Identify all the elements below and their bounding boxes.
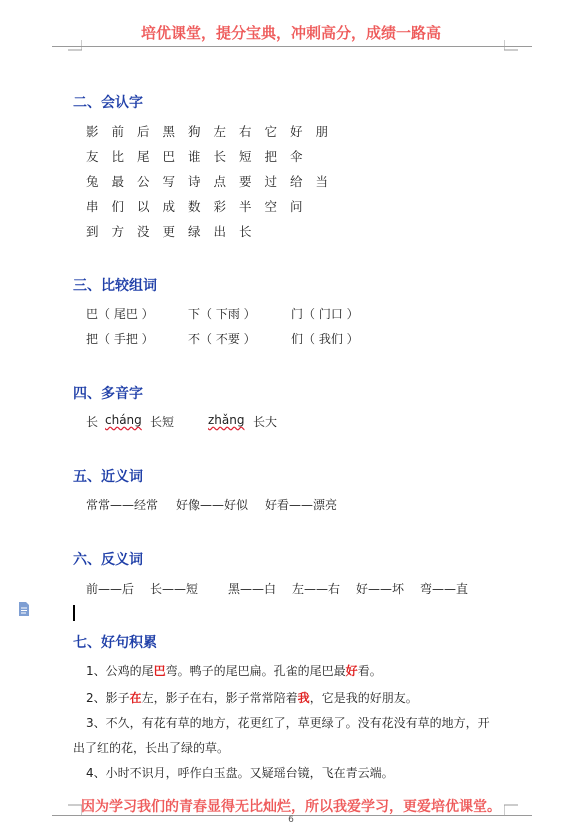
- antonym-pair: 弯——直: [420, 582, 469, 596]
- compare-item: 们（ 我们 ）: [291, 332, 359, 346]
- char-item: 诗: [188, 174, 201, 189]
- char-item: 朋: [315, 124, 329, 139]
- char-item: 后: [137, 124, 150, 139]
- char-item: 好: [290, 124, 303, 139]
- char-item: 问: [290, 199, 303, 214]
- sentence-3a: 3、不久，有花有草的地方，花更红了，草更绿了。没有花没有草的地方，开: [86, 716, 490, 730]
- char-item: 彩: [213, 199, 227, 214]
- antonym-pair: 好——坏: [356, 582, 405, 596]
- pinyin-1: cháng: [105, 413, 142, 427]
- sentence-2: 2、影子在左，影子在右，影子常常陪着我，它是我的好朋友。: [86, 691, 418, 705]
- sentence-1: 1、公鸡的尾巴弯。鸭子的尾巴扁。孔雀的尾巴最好看。: [86, 664, 382, 678]
- char-item: 们: [111, 199, 125, 214]
- polyphonic-word-2: 长大: [253, 415, 278, 429]
- char-item: 方: [111, 224, 125, 239]
- char-item: 前: [111, 124, 125, 139]
- compare-item: 巴（ 尾巴 ）: [86, 307, 154, 321]
- char-item: 出: [213, 224, 227, 239]
- char-item: 半: [239, 199, 252, 214]
- char-item: 数: [188, 199, 201, 214]
- char-item: 没: [137, 224, 150, 239]
- char-item: 短: [239, 149, 252, 164]
- section-title-compare: 三、比较组词: [73, 278, 157, 294]
- char-row: [86, 122, 341, 140]
- header-rule: [52, 46, 532, 47]
- antonym-pair: 长——短: [150, 582, 199, 596]
- char-item: 空: [264, 199, 278, 214]
- char-item: 谁: [188, 149, 201, 164]
- synonym-pair: 好看——漂亮: [265, 498, 338, 512]
- compare-item: 不（ 不要 ）: [188, 332, 256, 346]
- section-title-antonyms: 六、反义词: [73, 552, 143, 568]
- section-title-good-sentences: 七、好句积累: [73, 635, 157, 651]
- char-item: 最: [111, 174, 125, 189]
- char-item: 兔: [86, 174, 99, 189]
- char-item: 要: [239, 174, 252, 189]
- antonym-pair: 黑——白: [228, 582, 277, 596]
- section-title-polyphonic: 四、多音字: [73, 386, 143, 402]
- char-item: 公: [137, 174, 150, 189]
- char-item: 比: [111, 149, 125, 164]
- char-item: 给: [290, 174, 303, 189]
- char-item: 它: [264, 124, 278, 139]
- antonym-pair: 前——后: [86, 582, 135, 596]
- char-item: 过: [264, 174, 278, 189]
- char-item: 长: [213, 149, 227, 164]
- char-row: [86, 197, 316, 215]
- char-row: [86, 222, 265, 240]
- char-item: 友: [86, 149, 99, 164]
- polyphonic-word-1: 长短: [150, 415, 175, 429]
- char-item: 黑: [162, 124, 176, 139]
- char-item: 伞: [290, 149, 303, 164]
- char-item: 把: [264, 149, 278, 164]
- sentence-3b: 出了红的花，长出了绿的草。: [73, 741, 230, 755]
- page-header: 培优课堂，提分宝典，冲刺高分，成绩一路高: [140, 24, 441, 42]
- char-item: 右: [239, 124, 252, 139]
- synonym-pair: 好像——好似: [176, 498, 249, 512]
- document-icon[interactable]: [18, 602, 30, 616]
- corner-mark-top-left: [68, 40, 82, 54]
- section-title-synonyms: 五、近义词: [73, 469, 143, 485]
- antonym-pair: 左——右: [292, 582, 341, 596]
- char-row: [86, 147, 316, 165]
- char-item: 到: [86, 224, 99, 239]
- compare-item: 门（ 门口 ）: [291, 307, 359, 321]
- synonym-pair: 常常——经常: [86, 498, 159, 512]
- char-row: [86, 172, 341, 190]
- polyphonic-char: 长: [86, 415, 99, 429]
- corner-mark-top-right: [504, 40, 518, 54]
- sentence-4: 4、小时不识月，呼作白玉盘。又疑瑶台镜，飞在青云端。: [86, 766, 394, 780]
- page-number: 6: [288, 815, 294, 825]
- char-item: 更: [162, 224, 176, 239]
- char-item: 巴: [162, 149, 176, 164]
- pinyin-2: zhǎng: [208, 413, 245, 427]
- char-item: 串: [86, 199, 99, 214]
- char-item: 长: [239, 224, 252, 239]
- char-item: 成: [162, 199, 176, 214]
- section-title-recognize: 二、会认字: [73, 95, 143, 111]
- text-cursor: [73, 605, 75, 621]
- char-item: 写: [162, 174, 176, 189]
- char-item: 尾: [137, 149, 150, 164]
- char-item: 影: [86, 124, 99, 139]
- char-item: 点: [213, 174, 227, 189]
- char-item: 以: [137, 199, 150, 214]
- compare-item: 把（ 手把 ）: [86, 332, 154, 346]
- char-item: 左: [213, 124, 227, 139]
- char-item: 绿: [188, 224, 201, 239]
- corner-mark-bottom-right: [504, 801, 518, 815]
- char-item: 狗: [188, 124, 201, 139]
- char-item: 当: [315, 174, 329, 189]
- compare-item: 下（ 下雨 ）: [188, 307, 256, 321]
- page-footer: 因为学习我们的青春显得无比灿烂，所以我爱学习，更爱培优课堂。: [81, 799, 501, 815]
- corner-mark-bottom-left: [68, 801, 82, 815]
